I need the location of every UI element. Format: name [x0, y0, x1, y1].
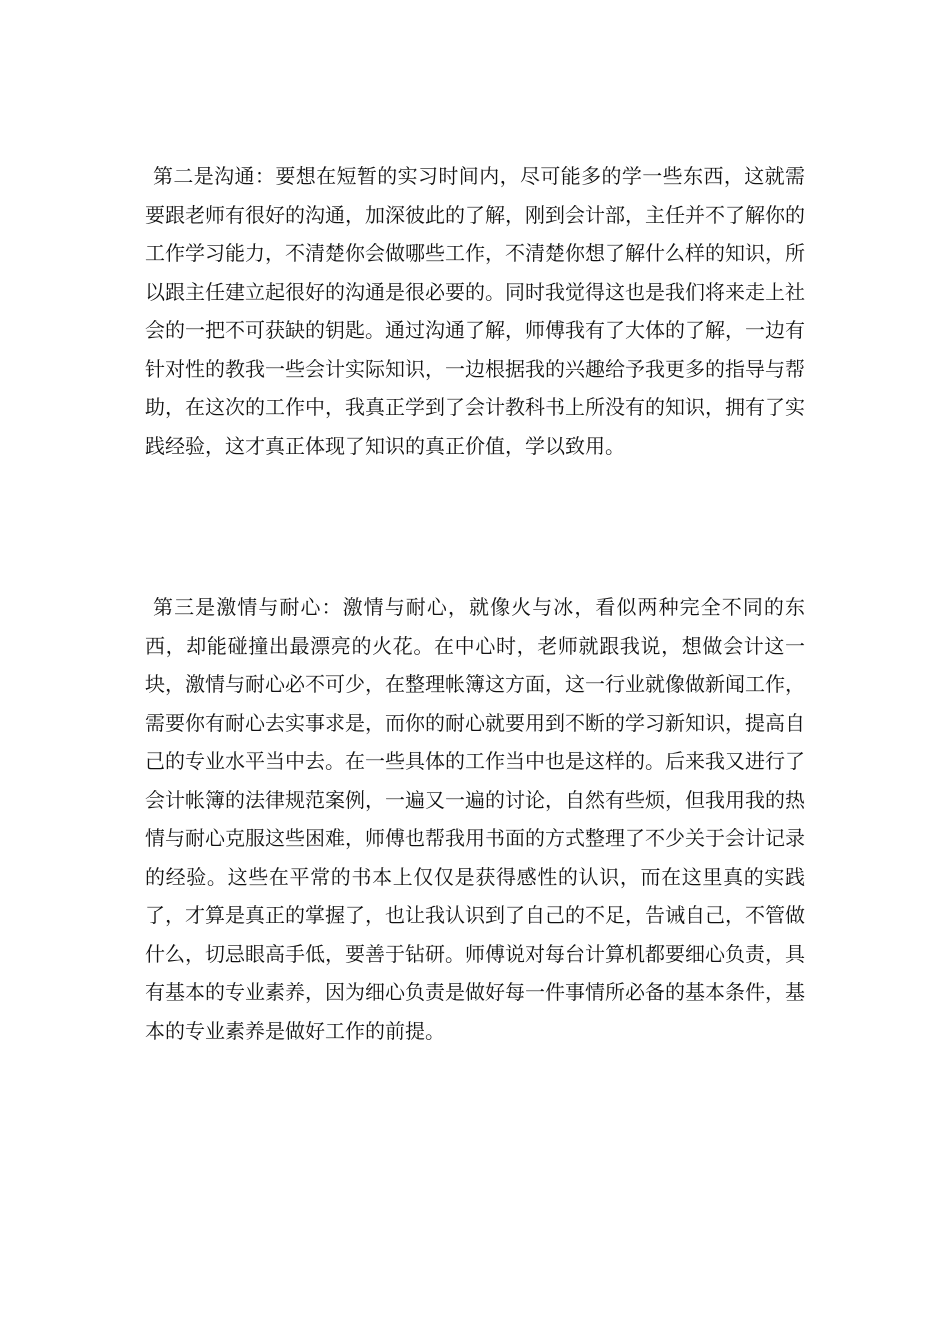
paragraph-passion-patience: 第三是激情与耐心：激情与耐心，就像火与冰，看似两种完全不同的东西，却能碰撞出最漂亮的火花。在中心时，老师就跟我说，想做会计这一块，激情与耐心必不可少，在整理帐簿这方面，这一行业就像做新闻工作，需要你有耐心去实事求是，而你的耐心就要用到不断的学习新知识，提高自己的专业水平当中去。在一些具体的工作当中也是这样的。后来我又进行了会计帐簿的法律规范案例，一遍又一遍的讨论，自然有些烦，但我用我的热情与耐心克服这些困难，师傅也帮我用书面的方式整理了不少关于会计记录的经验。这些在平常的书本上仅仅是获得感性的认识，而在这里真的实践了，才算是真正的掌握了，也让我认识到了自己的不足，告诫自己，不管做什么，切忌眼高手低，要善于钻研。师傅说对每台计算机都要细心负责，具有基本的专业素养，因为细心负责是做好每一件事情所必备的基本条件，基本的专业素养是做好工作的前提。 [145, 595, 805, 1043]
paragraph-communication: 第二是沟通：要想在短暂的实习时间内，尽可能多的学一些东西，这就需要跟老师有很好的沟通，加深彼此的了解，刚到会计部，主任并不了解你的工作学习能力，不清楚你会做哪些工作，不清楚你想了解什么样的知识，所以跟主任建立起很好的沟通是很必要的。同时我觉得这也是我们将来走上社会的一把不可获缺的钥匙。通过沟通了解，师傅我有了大体的了解，一边有针对性的教我一些会计实际知识，一边根据我的兴趣给予我更多的指导与帮助，在这次的工作中，我真正学到了会计教科书上所没有的知识，拥有了实践经验，这才真正体现了知识的真正价值，学以致用。 [145, 164, 805, 458]
